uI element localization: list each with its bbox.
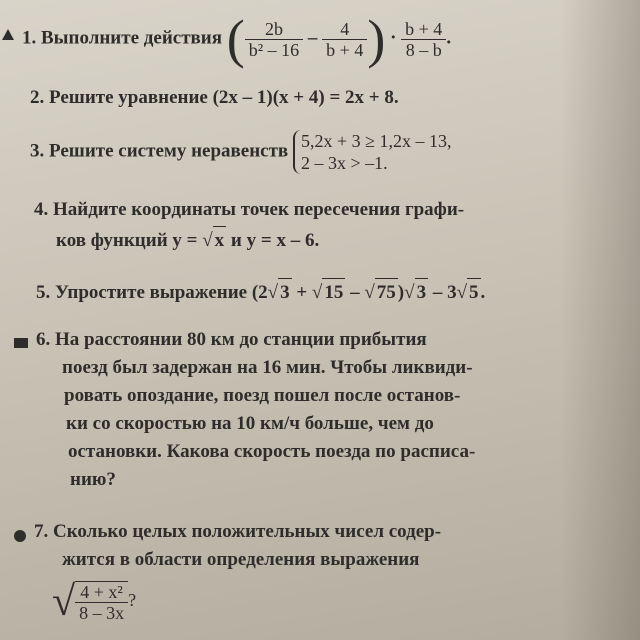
task-3 bbox=[30, 130, 451, 174]
triangle-marker-icon bbox=[2, 29, 14, 40]
task-6-line-3: ровать опоздание, поезд пошел после останов- bbox=[64, 385, 461, 406]
task-5: 5. Упростите выражение (2√ 3 + √ 15 – √ 75 )√ 3 – 3√ 5 . bbox=[36, 278, 485, 307]
task-4-number: 4. bbox=[34, 199, 49, 220]
task-6-line-2: поезд был задержан на 16 мин. Чтобы ликвиди- bbox=[62, 357, 473, 378]
task-6-line-6: нию? bbox=[70, 469, 116, 490]
task-4-line-2: ков функций y = √ x и y = x – 6. bbox=[56, 226, 319, 255]
task-6-number: 6. bbox=[36, 329, 51, 350]
square-marker-icon bbox=[14, 338, 28, 348]
fraction-1: $\frac{2b}{\text{b² – 16}}$ bbox=[245, 19, 303, 60]
task-7-line-2: жится в области определения выражения bbox=[62, 549, 420, 570]
fraction-2: $\frac{4}{b + 4}$ bbox=[322, 19, 367, 60]
page-edge-shadow bbox=[560, 0, 640, 640]
inequality-system: 5,2x + 3 ≥ 1,2x – 13, 2 – 3x > –1. bbox=[293, 130, 452, 174]
task-2-number: 2. bbox=[30, 87, 45, 108]
task-6-line-4: ки со скоростью на 10 км/ч больше, чем до bbox=[66, 413, 434, 434]
circle-marker-icon bbox=[14, 530, 26, 542]
task-3-number: 3. bbox=[30, 140, 45, 162]
task-2-text: Решите уравнение (2x – 1)(x + 4) = 2x + 8. bbox=[49, 87, 399, 108]
fraction-3: $\frac{b + 4}{8 - b}$ bbox=[401, 19, 446, 60]
task-1: 1. Выполните действия ( $\frac{2b}{\text{b² – 16}}$ – $\frac{4}{b + 4}$ ) · $\frac{b + 4}{8 - b}$ . bbox=[22, 9, 452, 69]
task-4-line-1: Найдите координаты точек пересечения графи- bbox=[53, 199, 465, 220]
task-3-text: Решите систему неравенств bbox=[49, 140, 289, 162]
task-7-number: 7. bbox=[34, 521, 49, 542]
task-7: 7. Сколько целых положительных чисел содер- bbox=[34, 521, 442, 542]
task-5-number: 5. bbox=[36, 282, 51, 303]
task-1-number: 1. bbox=[22, 27, 37, 49]
task-6: 6. На расстоянии 80 км до станции прибытия bbox=[36, 329, 427, 350]
task-2 bbox=[30, 84, 399, 112]
task-1-text: Выполните действия bbox=[41, 27, 223, 49]
task-4 bbox=[34, 196, 464, 224]
task-6-line-5: остановки. Какова скорость поезда по расписа- bbox=[68, 441, 476, 462]
task-7-root-expression: √ $\frac{\text{4 + x²}}{8 - 3x}$ ? bbox=[52, 579, 137, 625]
